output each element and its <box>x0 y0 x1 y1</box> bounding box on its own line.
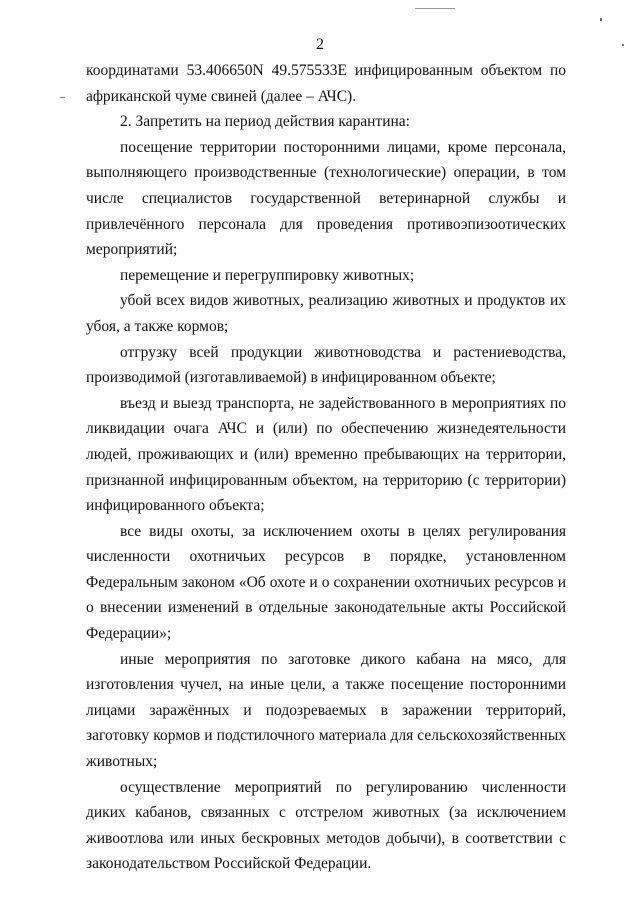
paragraph-10: осуществление мероприятий по регулированию численности диких кабанов, связанных с отстрелом животных (за исключением живоотлова или иных бескровных методов добычи), в соответствии с законодательством Российской Федерации. <box>86 778 566 873</box>
paragraph-8: все виды охоты, за исключением охоты в целях регулирования численности охотничьих ресурсов в порядке, установленном Федеральным законом «Об охоте и о сохранении охотничьих ресурсов и о внесении изменений в отдельные законодательные акты Российской Федерации»; <box>86 522 566 643</box>
paragraph-9: иные мероприятия по заготовке дикого кабана на мясо, для изготовления чучел, на иные цели, а также посещение посторонними лицами заражённых и подозреваемых в заражении территорий, заготовку кормов и подстилочного материала для сельскохозяйственных животных; <box>86 650 566 771</box>
paragraph-2: 2. Запретить на период действия карантина: <box>120 113 410 131</box>
scan-mark-top <box>415 8 455 9</box>
scan-mark-left <box>60 97 65 98</box>
scan-mark-right-1 <box>600 18 602 21</box>
paragraph-3: посещение территории посторонними лицами, кроме персонала, выполняющего производственные (технологические) операции, в том числе специалистов государственной ветеринарной службы и привлечённого персонала для проведения противоэпизоотических мероприятий; <box>86 138 566 259</box>
paragraph-1: координатами 53.406650N 49.575533E инфицированным объектом по африканской чуме свиней (далее – АЧС). <box>86 62 566 105</box>
page-number: 2 <box>316 36 324 53</box>
paragraph-7: въезд и выезд транспорта, не задействованного в мероприятиях по ликвидации очага АЧС и (или) по обеспечению жизнедеятельности людей, проживающих и (или) временно пребывающих на территории, признанной инфицированным объектом, на территорию (с территории) инфицированного объекта; <box>86 394 566 515</box>
paragraph-4: перемещение и перегруппировку животных; <box>120 266 415 284</box>
scan-mark-right-2 <box>622 44 624 46</box>
paragraph-5: убой всех видов животных, реализацию животных и продуктов их убоя, а также кормов; <box>86 292 566 335</box>
document-body <box>86 58 566 877</box>
paragraph-6: отгрузку всей продукции животноводства и растениеводства, производимой (изготавливаемой) в инфицированном объекте; <box>86 343 566 387</box>
